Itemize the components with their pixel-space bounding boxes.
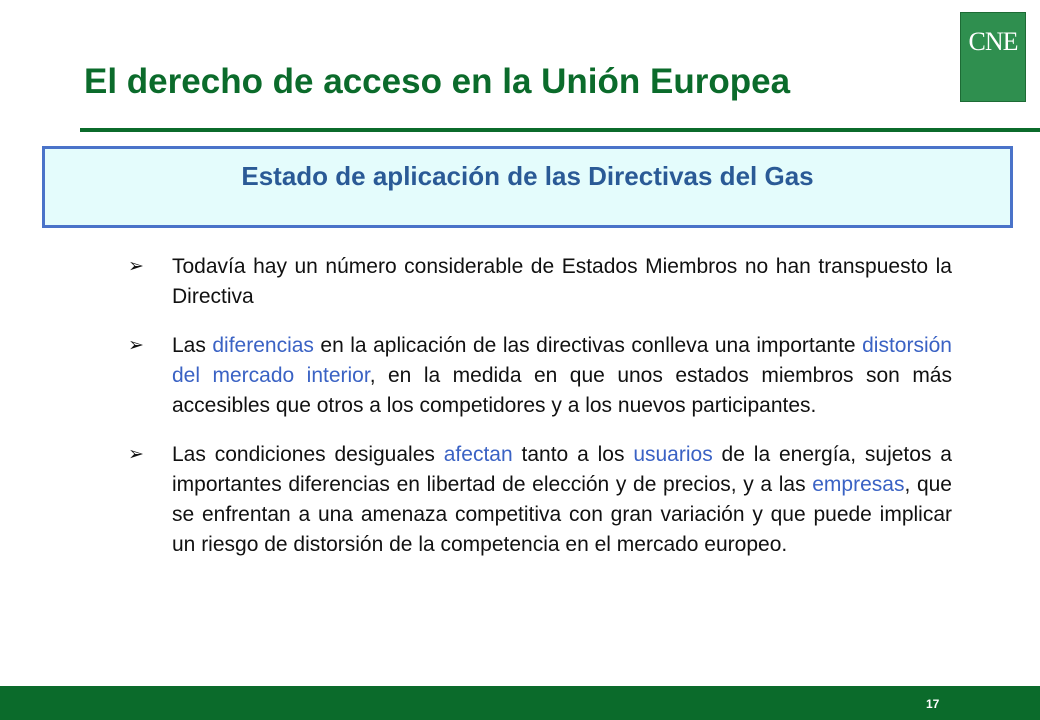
bullet-text-run: , que se enfrentan a una amenaza competitiva con gran variación y que puede implicar un riesgo de distorsión de la competencia en el mercado europeo. [172,473,952,556]
bullet-text-run: , en la medida en que unos estados miembros son más accesibles que otros a los competidores y a los nuevos participantes. [172,364,952,417]
highlighted-term: diferencias [212,334,314,357]
bullet-text [172,255,952,308]
page-number: 17 [926,697,940,711]
subtitle-box [42,146,1013,228]
highlighted-term: distorsión del mercado interior [172,334,952,387]
slide-subtitle: Estado de aplicación de las Directivas del Gas [241,161,814,191]
cne-logo [960,12,1026,102]
highlighted-term: empresas [812,473,905,496]
bullet-item [128,252,952,312]
bullet-text-run: tanto a los [512,443,634,466]
highlighted-term: usuarios [633,443,713,466]
title-divider [80,128,1040,132]
bullet-item [128,440,952,560]
arrow-right-icon: ➢ [128,256,144,277]
bullet-item [128,331,952,421]
highlighted-term: afectan [443,443,513,466]
bullet-list [128,252,952,579]
bullet-text-run: Las condiciones desiguales [172,443,444,466]
slide-title: El derecho de acceso en la Unión Europea [84,62,791,101]
bullet-text-run: en la aplicación de las directivas conlleva una importante [313,334,863,357]
bullet-text [172,443,952,556]
bullet-text-run: de la energía, sujetos a importantes diferencias en libertad de elección y de precios, y a las [172,443,952,496]
footer-bar [0,686,1040,720]
bullet-text-run: Todavía hay un número considerable de Estados Miembros no han transpuesto la Directiva [172,255,952,308]
arrow-right-icon: ➢ [128,444,144,465]
logo-text: CNE [968,27,1018,56]
bullet-text [172,334,952,417]
bullet-text-run: Las [172,334,213,357]
arrow-right-icon: ➢ [128,335,144,356]
